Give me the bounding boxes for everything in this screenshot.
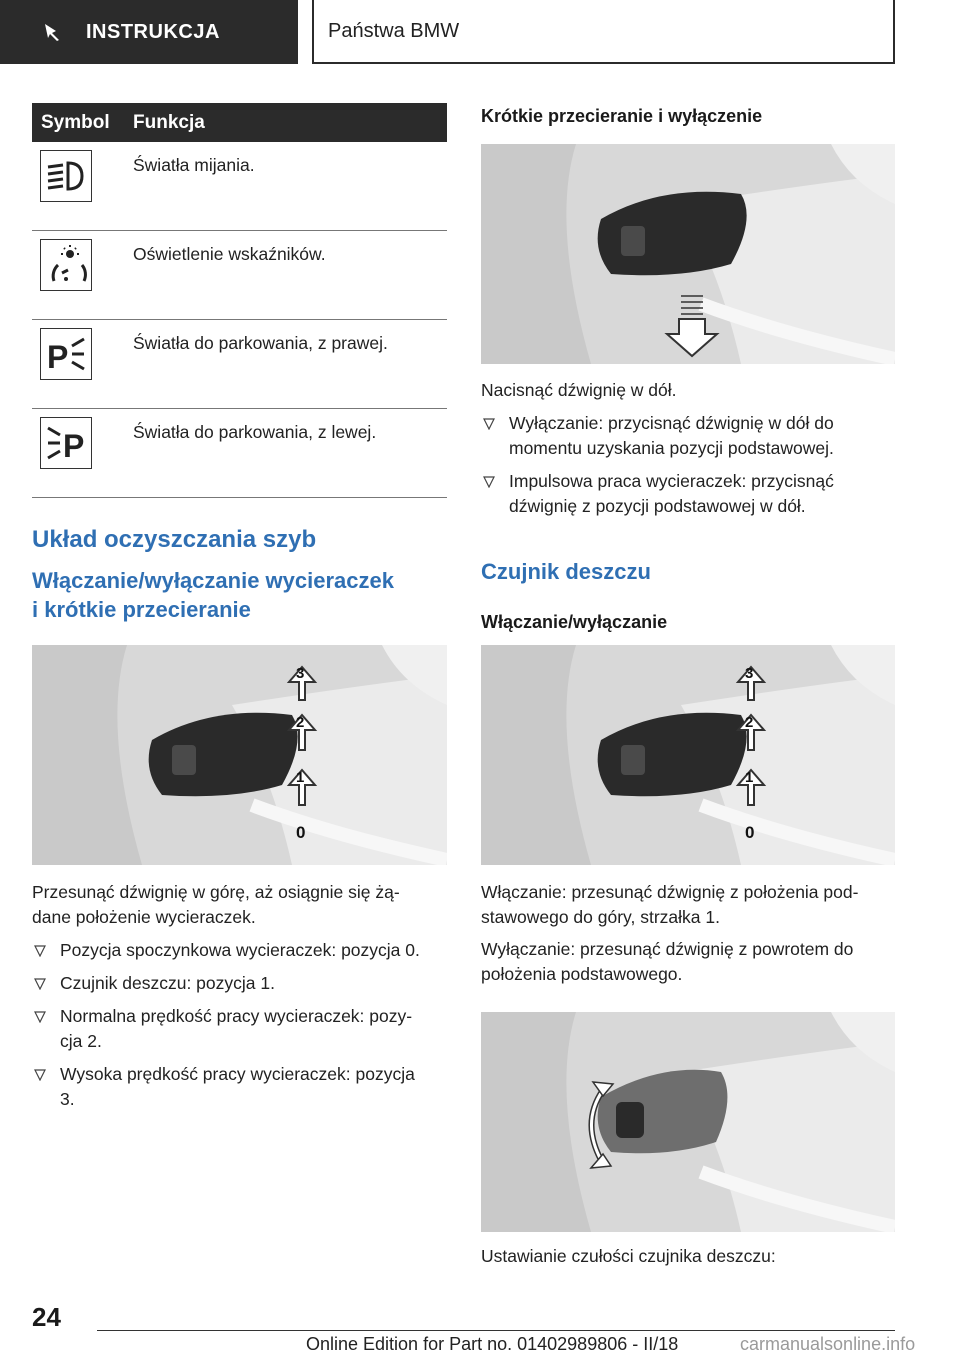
list-item: [32, 971, 447, 996]
paragraph-line2: stawowego do góry, strzałka 1.: [481, 907, 720, 927]
row-text: Światła do parkowania, z prawej.: [127, 320, 447, 409]
list-item-text-line2: cja 2.: [60, 1031, 102, 1051]
row-text: Światła mijania.: [127, 142, 447, 231]
svg-text:P: P: [47, 339, 69, 375]
right-column-lower: [481, 880, 895, 987]
position-label-2: 2: [745, 714, 754, 731]
position-label-3: 3: [296, 665, 305, 682]
brief-wipe-heading: Krótkie przecieranie i wyłączenie: [481, 106, 763, 126]
right-column-bottom: [481, 1244, 895, 1269]
triangle-bullet-icon: [34, 978, 46, 990]
list-item: [32, 1062, 447, 1112]
table-row: [32, 320, 447, 409]
paragraph-line1: Wyłączanie: przesunąć dźwignię z powrotem do: [481, 939, 854, 959]
sensitivity-wheel-illustration: [481, 1012, 895, 1232]
sensitivity-paragraph: Ustawianie czułości czujnika deszczu:: [481, 1246, 776, 1266]
list-item-text-line2: dźwignię z pozycji podstawowej w dół.: [509, 496, 806, 516]
position-label-3: 3: [745, 665, 754, 682]
subsection-heading-line1: Włączanie/wyłączanie wycieraczek: [32, 568, 394, 593]
low-beam-icon: [40, 150, 92, 202]
position-label-2: 2: [296, 714, 305, 731]
parking-light-left-icon: [40, 417, 92, 469]
row-text: Oświetlenie wskaźników.: [127, 231, 447, 320]
col-symbol-header: Symbol: [32, 103, 127, 142]
row-text: Światła do parkowania, z lewej.: [127, 409, 447, 498]
right-column: [481, 106, 895, 127]
triangle-bullet-icon: [34, 1069, 46, 1081]
list-item-text-line1: Wyłączanie: przycisnąć dźwignię w dół do: [509, 413, 834, 433]
list-item: [481, 469, 895, 519]
left-column: [32, 103, 447, 671]
symbols-table: [32, 103, 447, 498]
table-header-row: [32, 103, 447, 142]
rain-sensor-heading: Czujnik deszczu: [481, 559, 651, 584]
wiper-positions-list: [32, 938, 447, 1112]
list-item-text-line1: Czujnik deszczu: pozycja 1.: [60, 973, 275, 993]
list-item: [32, 938, 447, 963]
footer-edition: Online Edition for Part no. 01402989806 - II/18: [306, 1334, 679, 1354]
position-label-1: 1: [296, 769, 305, 786]
footer-divider: [97, 1330, 895, 1331]
header-subtitle-box[interactable]: [312, 0, 895, 64]
list-item: [32, 1004, 447, 1054]
left-paragraph: [32, 880, 447, 930]
list-item-text-line1: Pozycja spoczynkowa wycieraczek: pozycja 0.: [60, 940, 420, 960]
subsection-heading-line2: i krótkie przecieranie: [32, 597, 251, 622]
list-item: [481, 411, 895, 461]
list-item-text-line1: Wysoka prędkość pracy wycieraczek: pozycja: [60, 1064, 415, 1084]
position-label-1: 1: [745, 769, 754, 786]
paragraph-line1: Włączanie: przesunąć dźwignię z położenia pod-: [481, 882, 859, 902]
col-function-header: Funkcja: [127, 103, 447, 142]
rain-sensor-on-paragraph: [481, 880, 895, 930]
subsection-heading: [32, 566, 447, 624]
header-section-tab[interactable]: [0, 0, 298, 64]
triangle-bullet-icon: [483, 418, 495, 430]
list-item-text-line2: 3.: [60, 1089, 75, 1109]
position-label-0: 0: [296, 823, 306, 842]
table-row: [32, 409, 447, 498]
triangle-bullet-icon: [34, 945, 46, 957]
svg-text:P: P: [63, 428, 85, 464]
table-row: [32, 231, 447, 320]
page-number: 24: [32, 1302, 61, 1332]
list-item-text-line1: Normalna prędkość pracy wycieraczek: pozy-: [60, 1006, 413, 1026]
rain-sensor-off-paragraph: [481, 937, 895, 987]
right-column-mid: [481, 378, 895, 633]
header-subtitle: Państwa BMW: [328, 19, 460, 42]
position-label-0: 0: [745, 823, 755, 842]
list-item-text-line1: Impulsowa praca wycieraczek: przycisnąć: [509, 471, 834, 491]
wiper-lever-illustration: [32, 645, 447, 865]
press-down-paragraph: Nacisnąć dźwignię w dół.: [481, 380, 677, 400]
brief-wipe-illustration: [481, 144, 895, 364]
left-column-lower: [32, 880, 447, 1120]
section-title: INSTRUKCJA: [86, 20, 220, 43]
instrument-lighting-icon: [40, 239, 92, 291]
bmw-home-icon: [42, 21, 64, 43]
footer-watermark: carmanualsonline.info: [740, 1334, 916, 1354]
left-paragraph-line2: dane położenie wycieraczek.: [32, 907, 256, 927]
rain-sensor-switch-heading: Włączanie/wyłączanie: [481, 612, 668, 632]
section-heading: Układ oczyszczania szyb: [32, 526, 317, 553]
press-down-list: [481, 411, 895, 519]
paragraph-line2: położenia podstawowego.: [481, 964, 683, 984]
rain-sensor-lever-illustration: [481, 645, 895, 865]
left-paragraph-line1: Przesunąć dźwignię w górę, aż osiągnie się żą-: [32, 882, 400, 902]
parking-light-right-icon: [40, 328, 92, 380]
list-item-text-line2: momentu uzyskania pozycji podstawowej.: [509, 438, 834, 458]
table-row: [32, 142, 447, 231]
triangle-bullet-icon: [483, 476, 495, 488]
triangle-bullet-icon: [34, 1011, 46, 1023]
